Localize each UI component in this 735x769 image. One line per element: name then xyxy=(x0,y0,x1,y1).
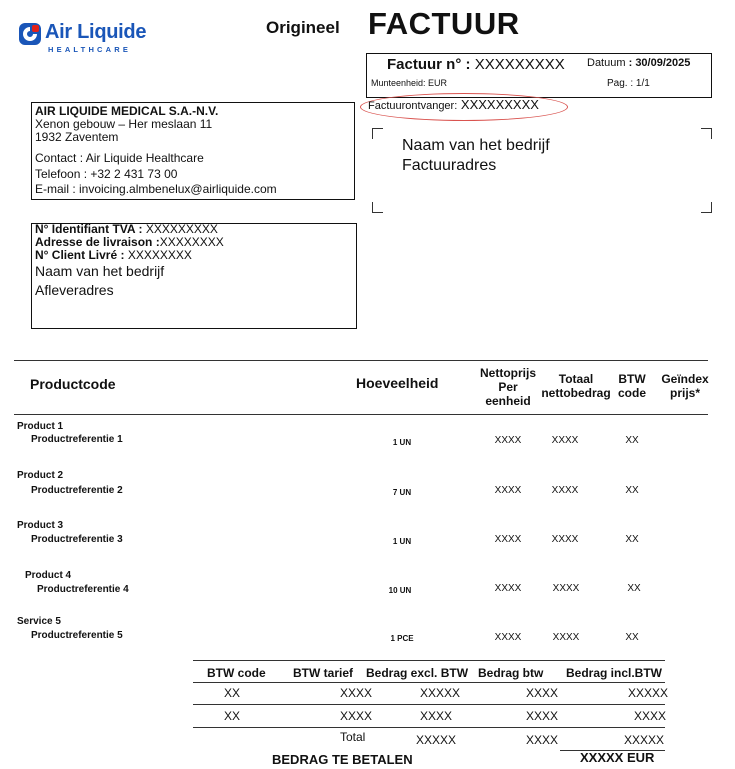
vat-summary-row-rule xyxy=(193,704,665,705)
invoice-recipient xyxy=(368,97,539,112)
item-total: XXXX xyxy=(551,435,579,446)
address-corner-tl xyxy=(372,128,383,139)
supplier-phone: Telefoon : +32 2 431 73 00 xyxy=(35,167,178,181)
delivery-address-line: Afleveradres xyxy=(35,282,114,298)
item-quantity: 7 UN xyxy=(392,488,412,497)
item-quantity: 10 UN xyxy=(388,586,412,595)
client-number xyxy=(35,248,192,262)
item-name: Service 5 xyxy=(17,616,61,627)
item-total: XXXX xyxy=(552,632,580,643)
address-corner-br xyxy=(701,202,712,213)
supplier-name: AIR LIQUIDE MEDICAL S.A.-N.V. xyxy=(35,104,219,118)
item-net-price: XXXX xyxy=(494,485,522,496)
vat-col-excl: Bedrag excl. BTW xyxy=(366,666,469,680)
total-incl: XXXXX xyxy=(624,733,665,747)
item-total: XXXX xyxy=(551,534,579,545)
vat-summary-header-rule xyxy=(193,682,665,683)
item-btw: XX xyxy=(625,534,639,545)
recipient-value: XXXXXXXXX xyxy=(460,97,539,112)
address-corner-bl xyxy=(372,202,383,213)
net-price-line1: Nettoprijs xyxy=(479,366,536,380)
delivery-address-ref xyxy=(35,235,224,249)
item-reference: Productreferentie 5 xyxy=(31,630,123,641)
vat-id xyxy=(35,222,218,236)
copy-type-label: Origineel xyxy=(266,18,340,37)
item-reference: Productreferentie 1 xyxy=(31,434,123,445)
item-net-price: XXXX xyxy=(494,632,522,643)
amount-due-value: XXXXX EUR xyxy=(580,750,655,765)
document-title: FACTUUR xyxy=(368,6,520,41)
col-header-btw-code xyxy=(612,372,652,400)
item-btw: XX xyxy=(627,583,641,594)
vat-row-code: XX xyxy=(224,709,241,723)
client-number-label: N° Client Livré : xyxy=(35,248,125,262)
item-net-price: XXXX xyxy=(494,435,522,446)
recipient-label: Factuurontvanger: xyxy=(368,100,458,112)
vat-row-excl: XXXX xyxy=(420,709,453,723)
vat-row-incl: XXXX xyxy=(634,709,667,723)
currency-label: Munteenheid: EUR xyxy=(371,78,448,88)
table-top-rule xyxy=(14,360,708,361)
item-name: Product 4 xyxy=(25,570,72,581)
delivery-company-name: Naam van het bedrijf xyxy=(35,263,165,279)
supplier-email: E-mail : invoicing.almbenelux@airliquide.com xyxy=(35,182,277,196)
supplier-street: Xenon gebouw – Her meslaan 11 xyxy=(35,117,213,131)
item-btw: XX xyxy=(625,485,639,496)
invoice-date: Datuum : 30/09/2025 xyxy=(587,57,691,69)
total-label: Total xyxy=(340,730,366,744)
item-quantity: 1 UN xyxy=(392,537,412,546)
total-net-line1: Totaal xyxy=(558,372,594,386)
vat-summary-top-rule xyxy=(193,660,665,661)
total-net-line2: nettobedrag xyxy=(541,386,611,400)
col-header-indexed-price xyxy=(656,372,714,400)
date-value: 30/09/2025 xyxy=(635,57,691,69)
btw-code-line1: BTW xyxy=(618,372,646,386)
page-label: Pag. xyxy=(607,78,628,89)
vat-col-code: BTW code xyxy=(207,666,266,680)
vat-id-value: XXXXXXXXX xyxy=(145,222,218,236)
date-label: Datuum xyxy=(587,57,626,69)
company-logo xyxy=(18,22,148,56)
item-name: Product 1 xyxy=(17,421,64,432)
supplier-box xyxy=(31,102,355,200)
item-name: Product 2 xyxy=(17,470,64,481)
client-number-value: XXXXXXXX xyxy=(127,248,192,262)
total-excl: XXXXX xyxy=(416,733,457,747)
vat-col-incl: Bedrag incl.BTW xyxy=(566,666,663,680)
vat-row-vat: XXXX xyxy=(526,709,559,723)
vat-id-label: N° Identifiant TVA : xyxy=(35,222,143,236)
vat-row-rate: XXXX xyxy=(340,686,373,700)
page-number: Pag. : 1/1 xyxy=(607,78,650,89)
page-value: 1/1 xyxy=(635,78,650,89)
amount-due-label: BEDRAG TE BETALEN xyxy=(272,752,413,767)
billing-company-name: Naam van het bedrijf xyxy=(402,137,550,154)
col-header-productcode: Productcode xyxy=(30,376,116,392)
item-total: XXXX xyxy=(552,583,580,594)
vat-row-incl: XXXXX xyxy=(628,686,669,700)
net-price-line2: Per xyxy=(498,380,518,394)
delivery-address-value: XXXXXXXX xyxy=(159,235,224,249)
supplier-city: 1932 Zaventem xyxy=(35,130,119,144)
table-header-rule xyxy=(14,414,708,415)
item-reference: Productreferentie 4 xyxy=(37,584,129,595)
net-price-line3: eenheid xyxy=(485,394,531,408)
air-liquide-logo-icon xyxy=(18,22,42,46)
item-net-price: XXXX xyxy=(494,583,522,594)
item-net-price: XXXX xyxy=(494,534,522,545)
billing-address-line: Factuuradres xyxy=(402,157,497,174)
total-vat: XXXX xyxy=(526,733,559,747)
vat-row-code: XX xyxy=(224,686,241,700)
billing-address xyxy=(402,136,550,176)
supplier-contact: Contact : Air Liquide Healthcare xyxy=(35,151,204,165)
item-total: XXXX xyxy=(551,485,579,496)
logo-wordmark: Air Liquide xyxy=(45,21,147,43)
vat-row-rate: XXXX xyxy=(340,709,373,723)
col-header-net-price xyxy=(476,366,540,408)
delivery-address-label: Adresse de livraison : xyxy=(35,235,160,249)
indexed-price-line2: prijs* xyxy=(669,386,700,400)
col-header-quantity: Hoeveelheid xyxy=(356,375,439,391)
item-quantity: 1 PCE xyxy=(390,634,414,643)
col-header-total-net xyxy=(538,372,614,400)
vat-row-vat: XXXX xyxy=(526,686,559,700)
item-name: Product 3 xyxy=(17,520,64,531)
invoice-number: Factuur n° : XXXXXXXXX xyxy=(387,56,565,73)
item-quantity: 1 UN xyxy=(392,438,412,447)
invoice-info-box xyxy=(366,53,712,98)
invoice-number-value: XXXXXXXXX xyxy=(474,56,565,73)
invoice-number-label: Factuur n° xyxy=(387,56,462,73)
btw-code-line2: code xyxy=(617,386,646,400)
item-reference: Productreferentie 2 xyxy=(31,485,123,496)
item-btw: XX xyxy=(625,435,639,446)
vat-summary-total-rule xyxy=(193,727,665,728)
delivery-box xyxy=(31,223,357,329)
item-reference: Productreferentie 3 xyxy=(31,534,123,545)
indexed-price-line1: Geïndex xyxy=(661,372,709,386)
vat-col-vat: Bedrag btw xyxy=(478,666,544,680)
address-corner-tr xyxy=(701,128,712,139)
logo-subtitle: HEALTHCARE xyxy=(48,45,132,54)
item-btw: XX xyxy=(625,632,639,643)
vat-row-excl: XXXXX xyxy=(420,686,461,700)
vat-col-rate: BTW tarief xyxy=(293,666,353,680)
